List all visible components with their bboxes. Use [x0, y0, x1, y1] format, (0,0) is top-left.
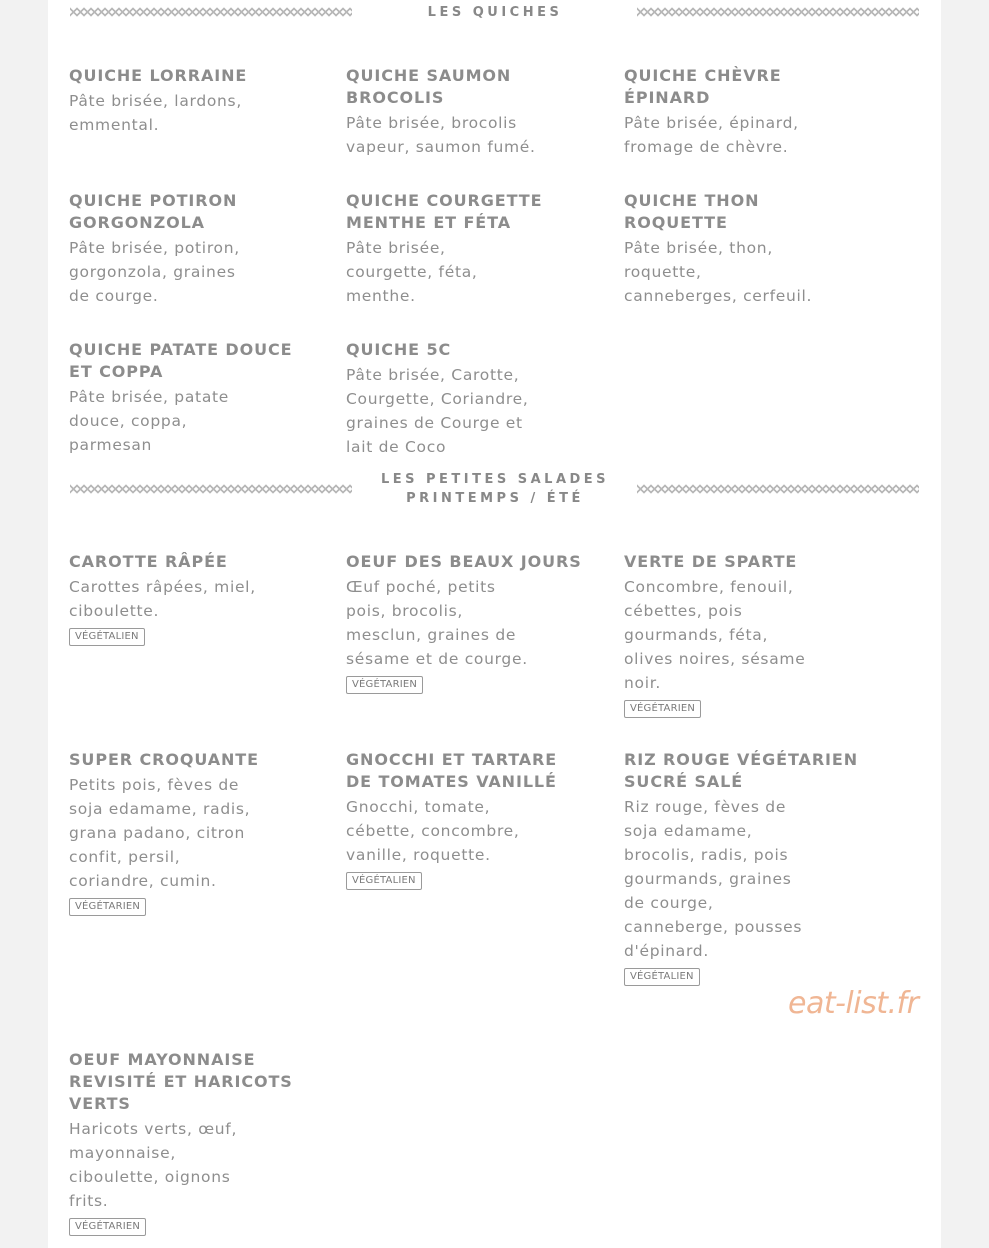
item-name: QUICHE SAUMON BROCOLIS — [346, 66, 512, 107]
item-name: QUICHE PATATE DOUCE ET COPPA — [69, 340, 293, 381]
item-description: Pâte brisée, thon, roquette, canneberges, cerfeuil. — [624, 239, 813, 305]
item-description: Œuf poché, petits pois, brocolis, mesclun, graines de sésame et de courge. — [346, 578, 528, 668]
watermark-logo: eat-list.fr — [788, 986, 919, 1021]
menu-item — [624, 749, 864, 986]
diet-badge: VÉGÉTARIEN — [624, 700, 701, 718]
menu-item — [346, 749, 586, 890]
item-description: Carottes râpées, miel, ciboulette. — [69, 578, 256, 620]
item-name: GNOCCHI ET TARTARE DE TOMATES VANILLÉ — [346, 750, 558, 791]
ornament-divider-left — [70, 484, 352, 494]
item-name: QUICHE COURGETTE MENTHE ET FÉTA — [346, 191, 543, 232]
menu-item — [346, 339, 586, 459]
item-description: Pâte brisée, brocolis vapeur, saumon fumé. — [346, 114, 536, 156]
item-description: Pâte brisée, courgette, féta, menthe. — [346, 239, 478, 305]
item-description: Gnocchi, tomate, cébette, concombre, vanille, roquette. — [346, 798, 520, 864]
menu-item — [346, 65, 586, 159]
diet-badge: VÉGÉTALIEN — [346, 872, 422, 890]
menu-item — [69, 339, 309, 457]
item-description: Petits pois, fèves de soja edamame, radis, grana padano, citron confit, persil, coriandre, cumin. — [69, 776, 251, 890]
menu-item — [69, 65, 309, 137]
item-name: QUICHE POTIRON GORGONZOLA — [69, 191, 238, 232]
item-name: QUICHE 5C — [346, 340, 452, 359]
item-description: Concombre, fenouil, cébettes, pois gourmands, féta, olives noires, sésame noir. — [624, 578, 806, 692]
item-name: VERTE DE SPARTE — [624, 552, 798, 571]
diet-badge: VÉGÉTARIEN — [346, 676, 423, 694]
ornament-divider-right — [637, 484, 919, 494]
diet-badge: VÉGÉTALIEN — [69, 628, 145, 646]
menu-item — [624, 551, 864, 718]
menu-item — [624, 65, 864, 159]
item-name: QUICHE LORRAINE — [69, 66, 248, 85]
menu-item — [69, 190, 309, 308]
item-name: QUICHE THON ROQUETTE — [624, 191, 760, 232]
item-name: OEUF DES BEAUX JOURS — [346, 552, 582, 571]
menu-item — [69, 551, 309, 646]
section-title-salades — [370, 470, 620, 508]
diet-badge: VÉGÉTARIEN — [69, 898, 146, 916]
section-title-line-2: PRINTEMPS / ÉTÉ — [406, 491, 584, 506]
menu-page — [48, 0, 941, 1248]
item-description: Haricots verts, œuf, mayonnaise, ciboulette, oignons frits. — [69, 1120, 238, 1210]
item-description: Pâte brisée, potiron, gorgonzola, graines de courge. — [69, 239, 240, 305]
item-name: CAROTTE RÂPÉE — [69, 552, 228, 571]
diet-badge: VÉGÉTARIEN — [69, 1218, 146, 1236]
menu-item — [69, 749, 309, 916]
item-name: SUPER CROQUANTE — [69, 750, 259, 769]
item-name: QUICHE CHÈVRE ÉPINARD — [624, 66, 782, 107]
section-title-line-1: LES PETITES SALADES — [380, 472, 610, 487]
item-name: RIZ ROUGE VÉGÉTARIEN SUCRÉ SALÉ — [624, 750, 859, 791]
item-description: Riz rouge, fèves de soja edamame, brocolis, radis, pois gourmands, graines de courge, canneberge, pousses d'épinard. — [624, 798, 803, 960]
item-description: Pâte brisée, lardons, emmental. — [69, 92, 242, 134]
diet-badge: VÉGÉTALIEN — [624, 968, 700, 986]
section-title-quiches: LES QUICHES — [427, 5, 563, 20]
menu-item — [346, 190, 586, 308]
ornament-divider-right — [637, 7, 919, 17]
item-description: Pâte brisée, patate douce, coppa, parmesan — [69, 388, 230, 454]
menu-item — [69, 1049, 309, 1236]
item-description: Pâte brisée, épinard, fromage de chèvre. — [624, 114, 799, 156]
menu-item — [624, 190, 864, 308]
item-name: OEUF MAYONNAISE REVISITÉ ET HARICOTS VERTS — [69, 1050, 293, 1113]
ornament-divider-left — [70, 7, 352, 17]
item-description: Pâte brisée, Carotte, Courgette, Coriandre, graines de Courge et lait de Coco — [346, 366, 529, 456]
menu-item — [346, 551, 586, 694]
